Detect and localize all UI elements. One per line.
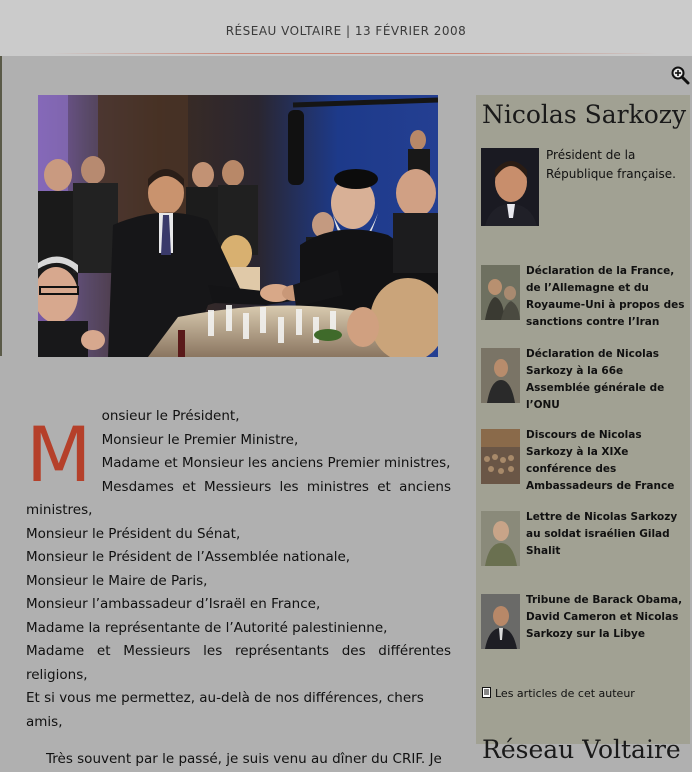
related-thumbnail[interactable] (481, 429, 520, 484)
salutation-line: Madame la représentante de l’Autorité palestinienne, (26, 619, 388, 636)
thumbnail-image-icon (481, 594, 520, 649)
salutation-line: Monsieur le Maire de Paris, (26, 572, 208, 589)
salutation-line: Madame et Monsieur les anciens Premier ministres, (101, 455, 451, 471)
salutation-line: Monsieur le Premier Ministre, (101, 431, 299, 448)
related-article[interactable] (481, 265, 686, 328)
salutation-line: Et si vous me permettez, au-delà de nos différences, chers amis, (26, 690, 424, 730)
document-icon (482, 687, 491, 698)
salutation-line: Madame et Messieurs les représentants des différentes religions, (26, 643, 451, 683)
article-paragraph: Très souvent par le passé, je suis venu au dîner du CRIF. Je (46, 751, 442, 767)
author-portrait-illustration (481, 148, 539, 226)
zoom-in-icon[interactable] (670, 65, 690, 85)
related-article[interactable] (481, 348, 686, 411)
related-article-title[interactable]: Lettre de Nicolas Sarkozy au soldat israélien Gilad Shalit (526, 511, 678, 557)
left-edge-strip (0, 56, 2, 356)
thumbnail-image-icon (481, 429, 520, 484)
next-section-heading: Réseau Voltaire (482, 735, 681, 764)
related-article-title[interactable]: Déclaration de Nicolas Sarkozy à la 66e Assemblée générale de l’ONU (526, 348, 665, 411)
author-sidebar (476, 95, 690, 764)
related-thumbnail[interactable] (481, 594, 520, 649)
related-article[interactable] (481, 594, 686, 654)
page-header-title: RÉSEAU VOLTAIRE | 13 FÉVRIER 2008 (225, 24, 467, 38)
related-article-title[interactable]: Déclaration de la France, de l’Allemagne et du Royaume-Uni à propos des sanctions contre l’Iran (526, 265, 685, 328)
related-article[interactable] (481, 511, 686, 571)
thumbnail-image-icon (481, 265, 520, 320)
author-portrait[interactable] (481, 148, 539, 226)
salutation-line: onsieur le Président, (101, 408, 240, 424)
salutation-line: Monsieur l’ambassadeur d’Israël en France, (26, 596, 321, 612)
article-photo[interactable] (38, 95, 438, 357)
related-thumbnail[interactable] (481, 511, 520, 566)
related-article-title[interactable]: Discours de Nicolas Sarkozy à la XIXe conférence des Ambassadeurs de France (526, 429, 675, 492)
author-articles-link-label[interactable]: Les articles de cet auteur (495, 687, 635, 700)
related-thumbnail[interactable] (481, 265, 520, 320)
header-divider (50, 53, 657, 54)
thumbnail-image-icon (481, 511, 520, 566)
article-photo-illustration (38, 95, 438, 357)
related-article-title[interactable]: Tribune de Barack Obama, David Cameron et Nicolas Sarkozy sur la Libye (526, 594, 683, 640)
related-article[interactable] (481, 429, 686, 492)
dropcap-letter: M (26, 410, 92, 499)
author-name[interactable]: Nicolas Sarkozy (482, 100, 687, 129)
author-articles-link[interactable] (482, 687, 635, 700)
related-thumbnail[interactable] (481, 348, 520, 403)
top-bar (0, 0, 692, 56)
article-body (26, 405, 451, 772)
salutation-line: Monsieur le Président du Sénat, (26, 525, 241, 542)
author-description: Président de la République française. (546, 148, 676, 181)
salutation-line: Monsieur le Président de l’Assemblée nationale, (26, 549, 351, 565)
salutation-line: Mesdames et Messieurs les ministres et anciens ministres, (26, 478, 451, 518)
thumbnail-image-icon (481, 348, 520, 403)
